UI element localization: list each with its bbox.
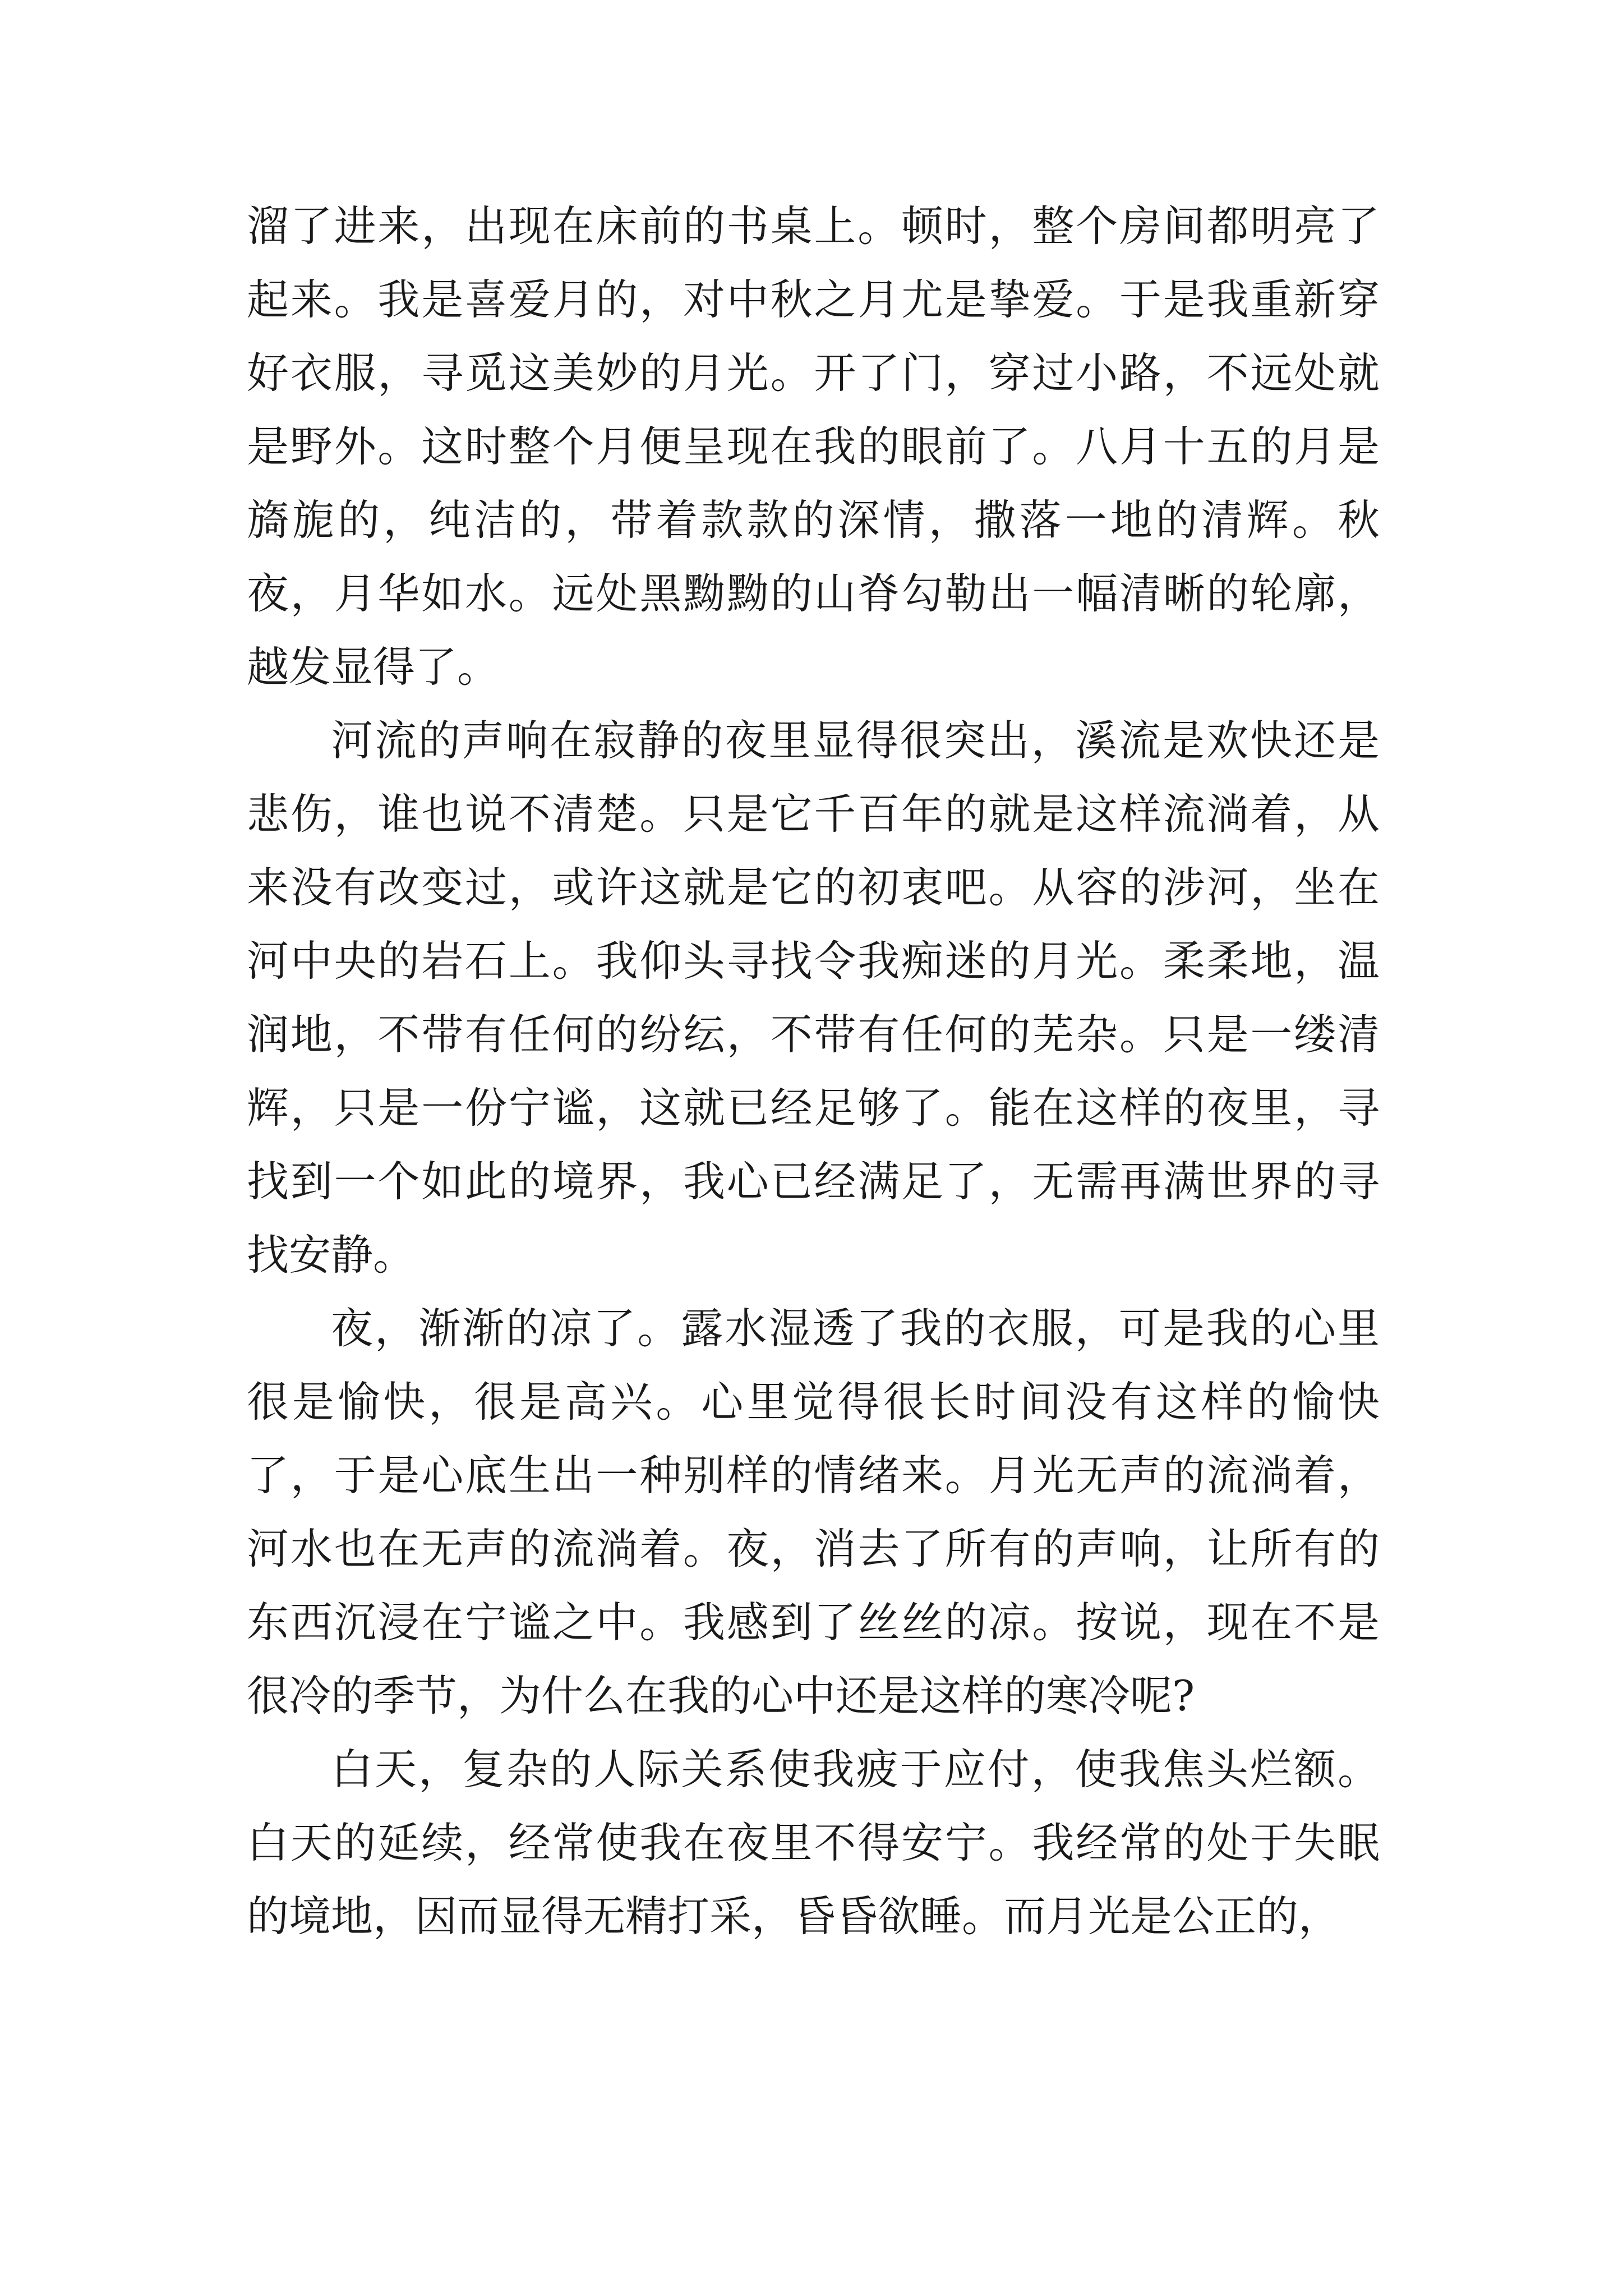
paragraph-2: 河流的声响在寂静的夜里显得很突出，溪流是欢快还是悲伤，谁也说不清楚。只是它千百年的就是这样流淌着，从来没有改变过，或许这就是它的初衷吧。从容的涉河，坐在河中央的岩石上。我仰头寻找令我痴迷的月光。柔柔地，温润地，不带有任何的纷纭，不带有任何的芜杂。只是一缕清辉，只是一份宁谧，这就已经足够了。能在这样的夜里，寻找到一个如此的境界，我心已经满足了，无需再满世界的寻找安静。: [247, 716, 1380, 1280]
paragraph-3: 夜，渐渐的凉了。露水湿透了我的衣服，可是我的心里很是愉快，很是高兴。心里觉得很长时间没有这样的愉快了，于是心底生出一种别样的情绪来。月光无声的流淌着，河水也在无声的流淌着。夜，消去了所有的声响，让所有的东西沉浸在宁谧之中。我感到了丝丝的凉。按说，现在不是很冷的季节，为什么在我的心中还是这样的寒冷呢?: [247, 1304, 1380, 1720]
paragraph-4: 白天，复杂的人际关系使我疲于应付，使我焦头烂额。白天的延续，经常使我在夜里不得安宁。我经常的处于失眠的境地，因而显得无精打采，昏昏欲睡。而月光是公正的，: [247, 1745, 1380, 1941]
article-body: [247, 190, 1380, 1953]
paragraph-1: 溜了进来，出现在床前的书桌上。顿时，整个房间都明亮了起来。我是喜爱月的，对中秋之月尤是挚爱。于是我重新穿好衣服，寻觅这美妙的月光。开了门，穿过小路，不远处就是野外。这时整个月便呈现在我的眼前了。八月十五的月是旖旎的，纯洁的，带着款款的深情，撒落一地的清辉。秋夜，月华如水。远处黑黝黝的山脊勾勒出一幅清晰的轮廓，越发显得了。: [247, 201, 1380, 692]
